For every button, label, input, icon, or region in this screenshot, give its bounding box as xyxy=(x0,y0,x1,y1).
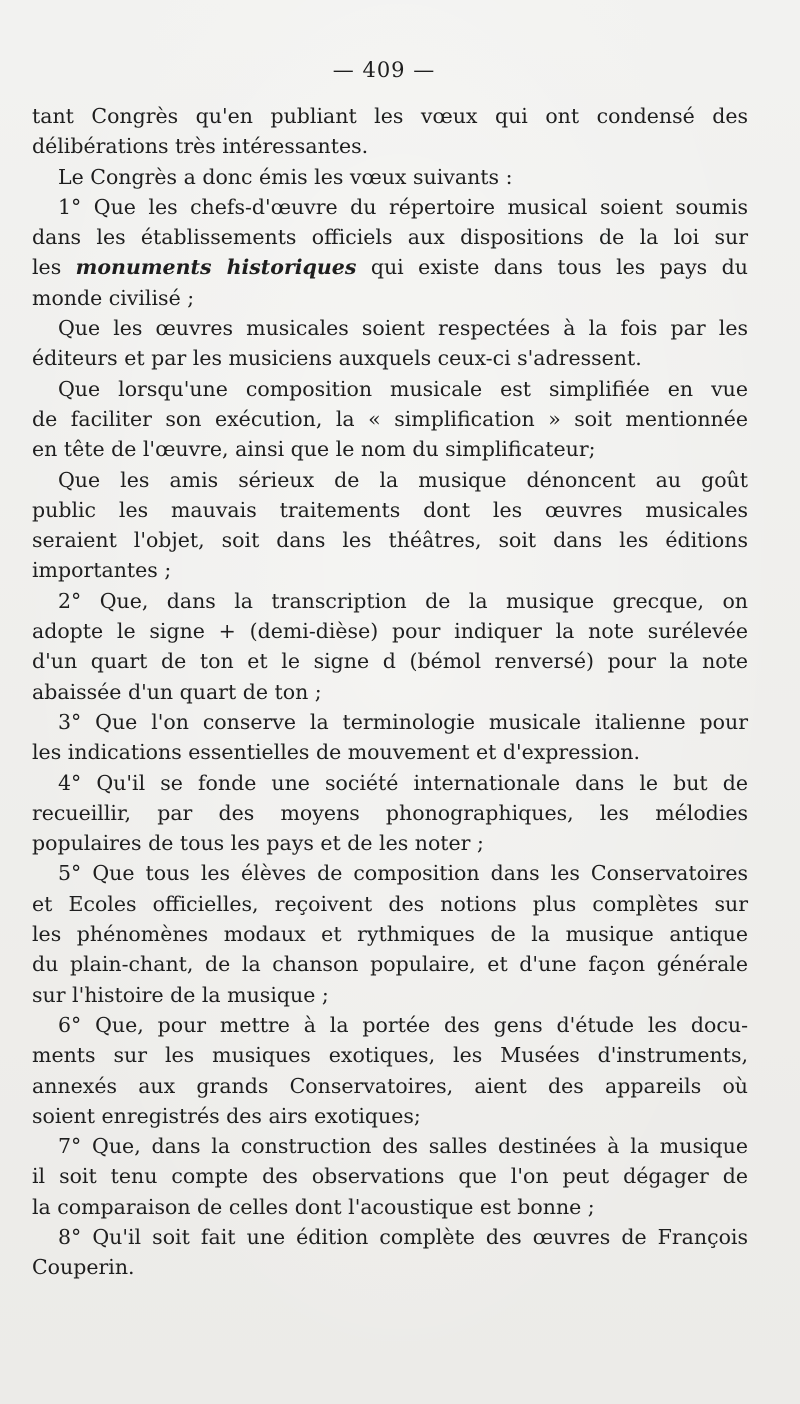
text-line: adopte le signe + (demi-dièse) pour indiquer la note surélevée xyxy=(32,619,748,644)
text-line: Que les œuvres musicales soient respectées à la fois par les xyxy=(58,316,748,341)
body-text xyxy=(32,101,748,1283)
text-line: 4° Qu'il se fonde une société internationale dans le but de xyxy=(58,770,748,795)
text-line: Couperin. xyxy=(32,1255,135,1280)
text-line: et Ecoles officielles, reçoivent des notions plus complètes sur xyxy=(32,891,748,916)
text-line: 8° Qu'il soit fait une édition complète des œuvres de François xyxy=(58,1224,748,1249)
text-line: 6° Que, pour mettre à la portée des gens d'étude les docu- xyxy=(58,1012,748,1037)
text-line: monde civilisé ; xyxy=(32,285,195,310)
text-line: 3° Que l'on conserve la terminologie musicale italienne pour xyxy=(58,709,748,734)
text-line: 1° Que les chefs-d'œuvre du répertoire musical soient soumis xyxy=(58,194,748,219)
text-line: annexés aux grands Conservatoires, aient des appareils où xyxy=(32,1073,748,1098)
text-line: éditeurs et par les musiciens auxquels ceux-ci s'adressent. xyxy=(32,346,642,371)
text-run: les xyxy=(32,255,76,280)
text-line: Que lorsqu'une composition musicale est simplifiée en vue xyxy=(58,376,748,401)
text-line: de faciliter son exécution, la « simplification » soit mentionnée xyxy=(32,406,748,431)
text-line: il soit tenu compte des observations que l'on peut dégager de xyxy=(32,1164,748,1189)
text-line: 2° Que, dans la transcription de la musique grecque, on xyxy=(58,588,748,613)
text-run: qui existe dans tous les pays du xyxy=(356,255,748,280)
text-line: ments sur les musiques exotiques, les Musées d'instruments, xyxy=(32,1043,748,1068)
text-line: seraient l'objet, soit dans les théâtres, soit dans les éditions xyxy=(32,528,748,553)
page-number: — 409 — xyxy=(332,58,436,82)
text-line: Que les amis sérieux de la musique dénoncent au goût xyxy=(58,467,748,492)
text-line: les indications essentielles de mouvement et d'expression. xyxy=(32,740,641,765)
text-line: dans les établissements officiels aux dispositions de la loi sur xyxy=(32,225,748,250)
text-line: du plain-chant, de la chanson populaire, et d'une façon générale xyxy=(32,952,748,977)
text-line: les phénomènes modaux et rythmiques de la musique antique xyxy=(32,922,748,947)
text-line: 7° Que, dans la construction des salles destinées à la musique xyxy=(58,1134,748,1159)
text-line: 5° Que tous les élèves de composition dans les Conservatoires xyxy=(58,861,748,886)
text-line: recueillir, par des moyens phonographiques, les mélodies xyxy=(32,800,748,825)
text-line: tant Congrès qu'en publiant les vœux qui ont condensé des xyxy=(32,104,748,128)
text-line: populaires de tous les pays et de les noter ; xyxy=(32,831,484,856)
text-line xyxy=(32,252,748,282)
text-line: la comparaison de celles dont l'acoustique est bonne ; xyxy=(32,1194,595,1219)
emphasis-text: monuments historiques xyxy=(75,255,357,280)
text-line: en tête de l'œuvre, ainsi que le nom du simplificateur; xyxy=(32,437,596,462)
text-line: délibérations très intéressantes. xyxy=(32,134,369,159)
text-line: d'un quart de ton et le signe d (bémol renversé) pour la note xyxy=(32,649,748,674)
text-line: Le Congrès a donc émis les vœux suivants : xyxy=(58,164,513,189)
text-line: sur l'histoire de la musique ; xyxy=(32,982,329,1007)
text-line: importantes ; xyxy=(32,558,172,583)
text-line: abaissée d'un quart de ton ; xyxy=(32,679,322,704)
text-line: soient enregistrés des airs exotiques; xyxy=(32,1103,421,1128)
text-line: public les mauvais traitements dont les œuvres musicales xyxy=(32,497,748,522)
